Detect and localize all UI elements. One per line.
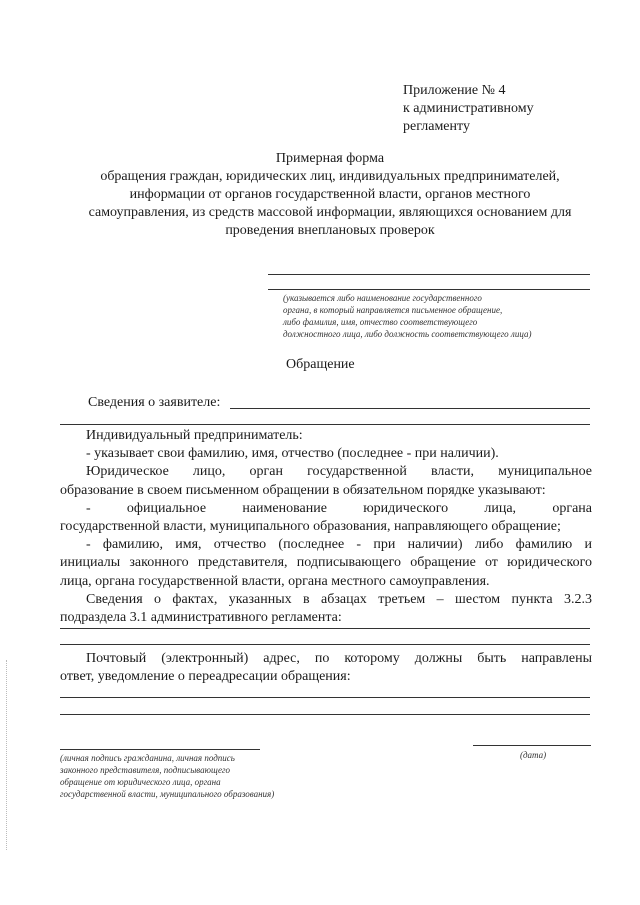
appendix-block	[403, 82, 534, 136]
facts-line[interactable]	[60, 628, 590, 629]
postal-paragraph	[60, 650, 592, 686]
official-text: - официальное наименование юридического лица, органа	[86, 500, 592, 516]
addressee-line[interactable]	[268, 274, 590, 275]
facts-text: Сведения о фактах, указанных в абзацах третьем – шестом пункта 3.2.3	[86, 591, 592, 607]
note-line: либо фамилия, имя, отчество соответствующего	[283, 317, 478, 327]
form-title-line: информации от органов государственной власти, органов местного	[129, 187, 531, 202]
note-line: (личная подпись гражданина, личная подпись	[60, 753, 235, 763]
ip-title: Индивидуальный предприниматель:	[86, 428, 303, 443]
ip-text: - указывает свои фамилию, имя, отчество (последнее - при наличии).	[86, 446, 499, 462]
postal-line[interactable]	[60, 714, 590, 715]
form-title-line: Примерная форма	[275, 151, 385, 166]
appendix-number: Приложение № 4	[403, 83, 506, 98]
scan-artifact	[6, 660, 9, 850]
fio-text: - фамилию, имя, отчество (последнее - при наличии) либо фамилию и	[86, 537, 592, 553]
applicant-line[interactable]	[230, 408, 590, 409]
postal-text: Почтовый (электронный) адрес, по которому должны быть направлены	[86, 651, 592, 666]
appendix-regulation: регламенту	[403, 119, 470, 134]
legal-text: Юридическое лицо, орган государственной власти, муниципальное	[86, 464, 592, 480]
form-title	[40, 150, 620, 240]
addressee-line[interactable]	[268, 289, 590, 290]
note-line: обращение от юридического лица, органа	[60, 777, 221, 787]
date-line[interactable]	[473, 745, 591, 746]
appendix-to: к административному	[403, 101, 534, 116]
postal-line[interactable]	[60, 697, 590, 698]
applicant-line[interactable]	[60, 424, 590, 425]
applicant-label: Сведения о заявителе:	[88, 395, 221, 410]
facts-text: подраздела 3.1 административного регламента:	[60, 610, 342, 626]
note-line: государственной власти, муниципального образования)	[60, 789, 275, 799]
document-heading: Обращение	[286, 357, 355, 372]
form-title-line: обращения граждан, юридических лиц, индивидуальных предпринимателей,	[100, 169, 560, 184]
facts-line[interactable]	[60, 644, 590, 645]
official-text: государственной власти, муниципального образования, направляющего обращение;	[60, 519, 561, 535]
addressee-note	[283, 292, 583, 340]
postal-text: ответ, уведомление о переадресации обращения:	[60, 669, 351, 685]
fio-text: лица, органа государственной власти, органа местного самоуправления.	[60, 573, 490, 589]
signature-note	[60, 752, 360, 800]
date-label: (дата)	[520, 750, 547, 760]
note-line: должностного лица, либо должность соответствующего лица)	[283, 329, 532, 339]
form-title-line: самоуправления, из средств массовой информации, являющихся основанием для	[88, 205, 572, 220]
note-line: органа, в который направляется письменное обращение,	[283, 305, 503, 315]
form-title-line: проведения внеплановых проверок	[225, 223, 435, 238]
signature-line[interactable]	[60, 749, 260, 750]
legal-text: образование в своем письменном обращении в обязательном порядке указывают:	[60, 482, 546, 498]
fio-text: инициалы законного представителя, подписывающего обращение от юридического	[60, 555, 592, 571]
body-paragraphs	[60, 427, 592, 627]
note-line: законного представителя, подписывающего	[60, 765, 231, 775]
note-line: (указывается либо наименование государственного	[283, 293, 482, 303]
